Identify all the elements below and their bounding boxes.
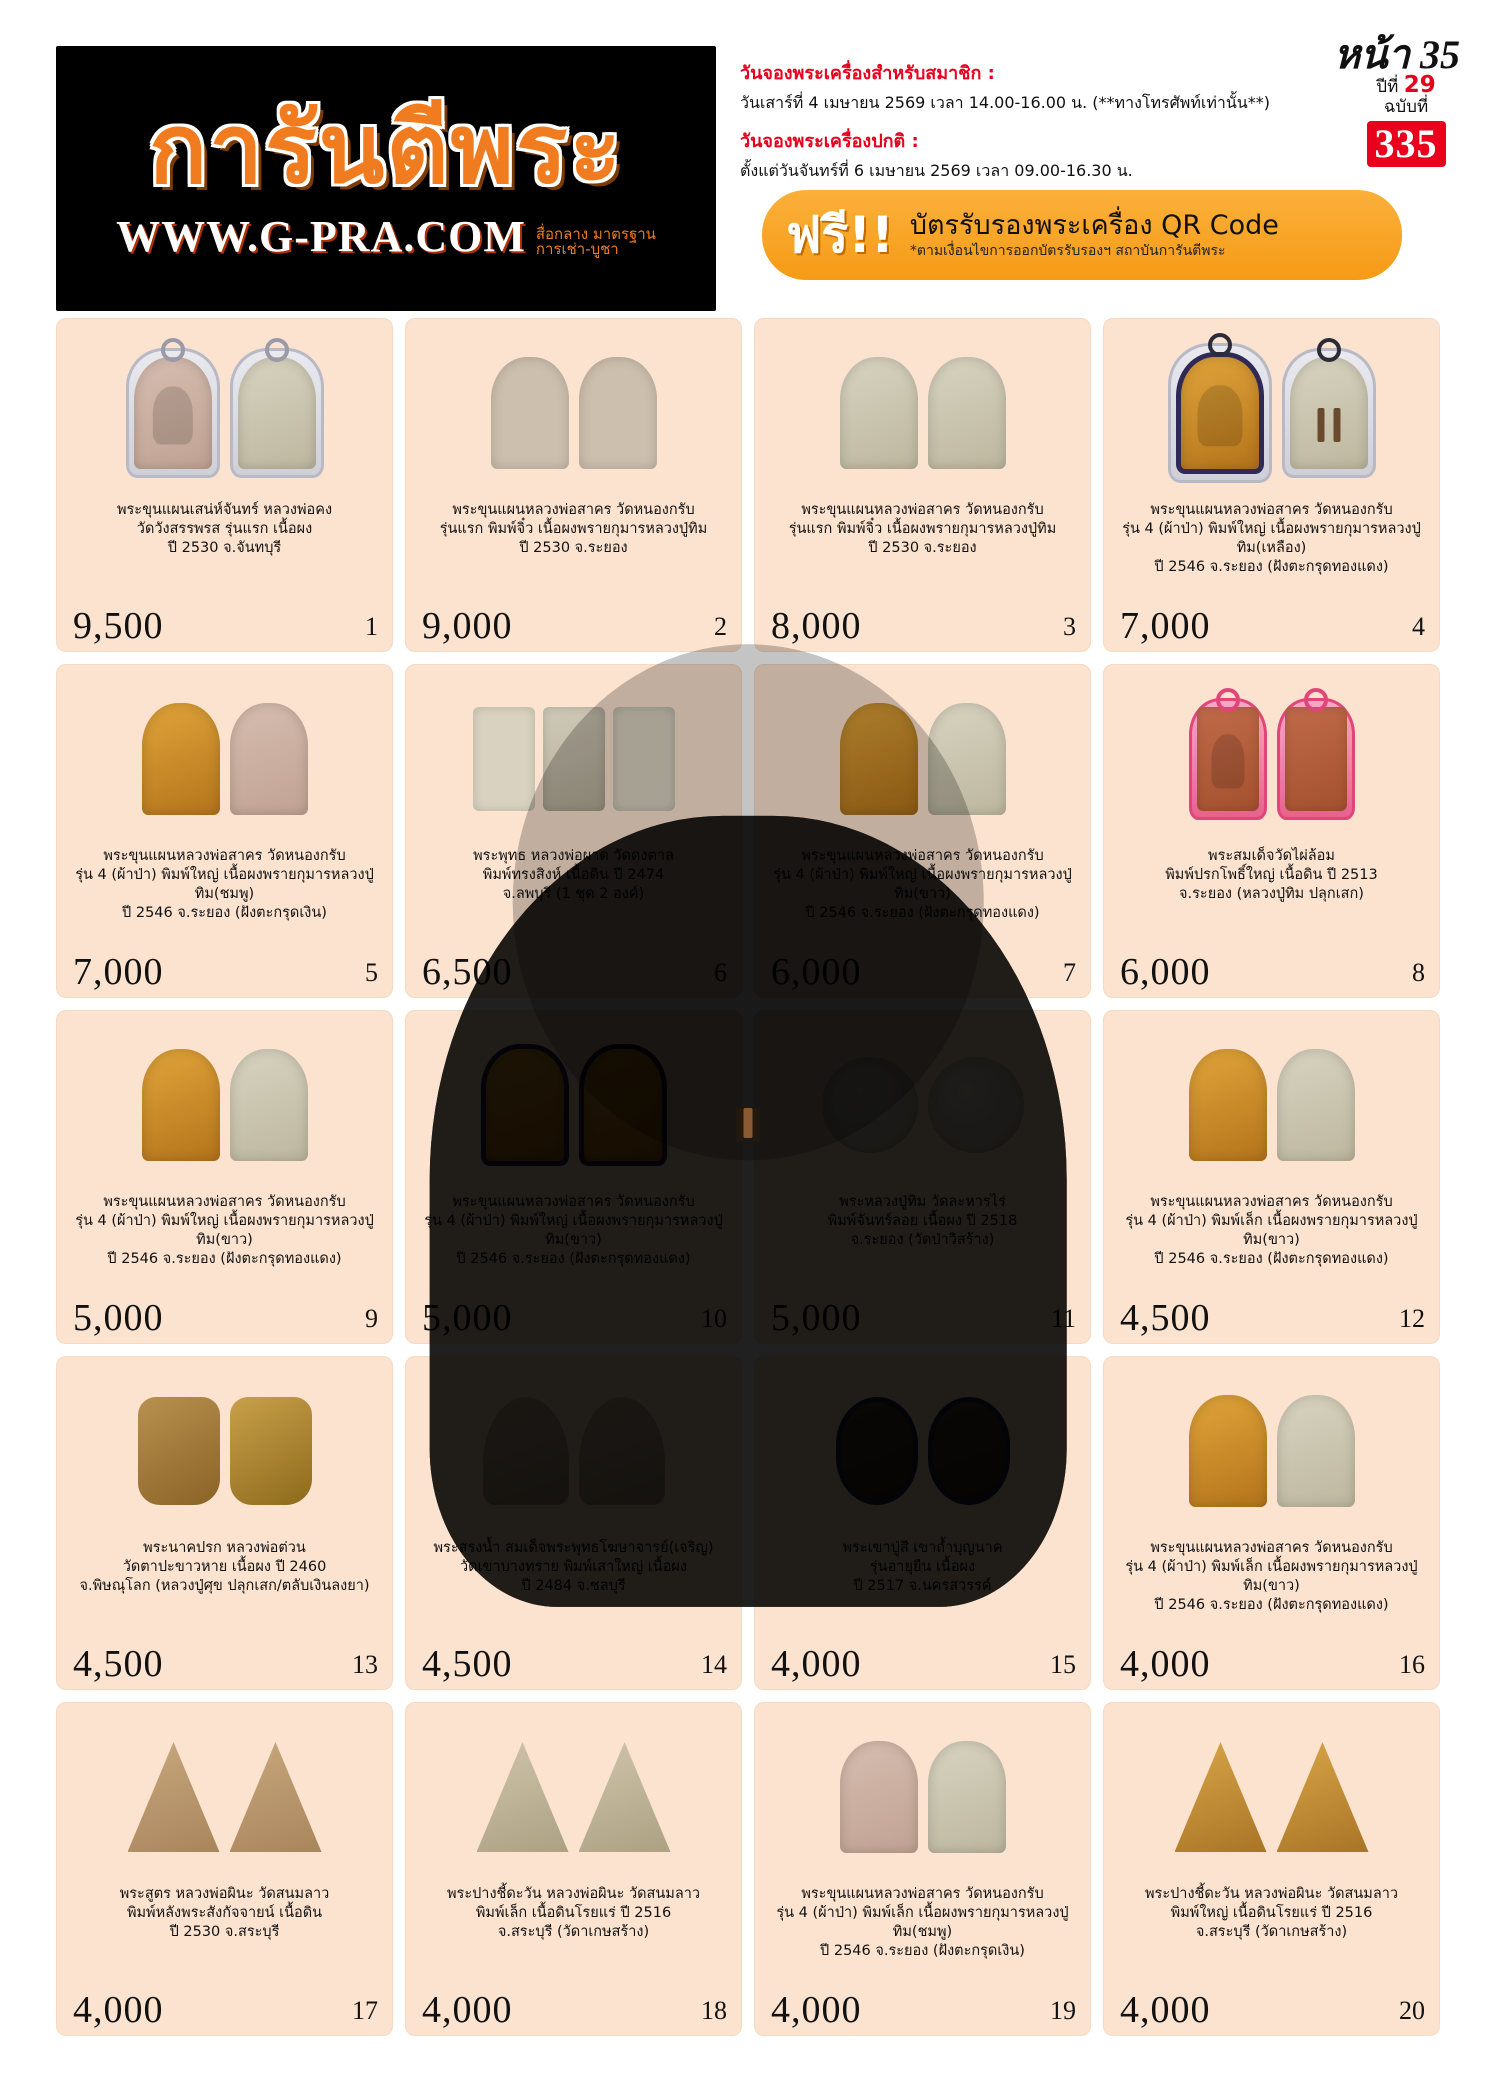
amulet-card[interactable] (1103, 1356, 1440, 1690)
amulet-photo (1112, 1711, 1431, 1883)
amulet-shape (491, 357, 569, 469)
desc-line-2: วัดตาปะขาวหาย เนื้อผง ปี 2460 (122, 1559, 327, 1576)
amulet-shape (579, 357, 657, 469)
desc-line-2: รุ่นแรก พิมพ์จิ๋ว เนื้อผงพรายกุมารหลวงปู่ทิม (788, 521, 1057, 538)
amulet-index: 6 (714, 958, 727, 987)
normal-booking-title: วันจองพระเครื่องปกติ : (740, 131, 919, 152)
amulet-description (65, 1537, 384, 1645)
issue-label: ฉบับที่ (1383, 97, 1429, 118)
desc-line-1: พระขุนแผนหลวงพ่อสาคร วัดหนองกรับ (801, 502, 1044, 518)
desc-line-1: พระขุนแผนหลวงพ่อสาคร วัดหนองกรับ (452, 502, 695, 518)
desc-line-1: พระขุนแผนหลวงพ่อสาคร วัดหนองกรับ (1150, 1540, 1393, 1556)
amulet-index: 1 (365, 612, 378, 641)
issue-number: 335 (1367, 121, 1446, 167)
amulet-card[interactable] (405, 318, 742, 652)
amulet-description (414, 1883, 733, 1991)
amulet-shape (1197, 707, 1259, 811)
desc-line-3: ปี 2546 จ.ระยอง (ฝังตะกรุดเงิน) (122, 905, 327, 922)
desc-line-2: พิมพ์ปรกโพธิ์ใหญ่ เนื้อดิน ปี 2513 (1165, 867, 1378, 884)
amulet-index: 19 (1050, 1996, 1076, 2025)
amulet-shape (1277, 1049, 1355, 1161)
desc-line-3: ปี 2484 จ.ชลบุรี (521, 1578, 626, 1595)
cased-amulet-back (1277, 698, 1355, 820)
amulet-index: 18 (701, 1996, 727, 2025)
desc-line-2: รุ่นแรก พิมพ์จิ๋ว เนื้อผงพรายกุมารหลวงปู่ทิม (439, 521, 708, 538)
desc-line-3: ปี 2546 จ.ระยอง (ฝังตะกรุดทองแดง) (1154, 1251, 1389, 1268)
brand-name-thai: การันตีพระ (149, 93, 623, 205)
desc-line-1: พระปางชี้ดะวัน หลวงพ่อผินะ วัดสนมลาว (446, 1886, 701, 1902)
amulet-index: 11 (1050, 1304, 1076, 1333)
page-number: หน้า 35 (1333, 32, 1460, 77)
desc-line-1: พระเขาปู่สี เขาถ้ำบุญนาค (842, 1540, 1003, 1556)
desc-line-2: รุ่น 4 (ผ้าป่า) พิมพ์เล็ก เนื้อผงพรายกุมารหลวงปู่ทิม(ชมพู) (776, 1905, 1069, 1941)
desc-line-3: จ.สระบุรี (วัดาเกษสร้าง) (497, 1924, 650, 1941)
desc-line-3: ปี 2546 จ.ระยอง (ฝังตะกรุดทองแดง) (107, 1251, 342, 1268)
amulet-photo (414, 327, 733, 499)
amulet-shape (840, 357, 918, 469)
cased-amulet-front (1168, 343, 1272, 483)
desc-line-3: ปี 2530 จ.สระบุรี (169, 1924, 280, 1941)
amulet-price: 4,500 (422, 1643, 513, 1685)
amulet-description (1112, 1191, 1431, 1299)
amulet-card[interactable] (56, 318, 393, 652)
volume-issue-block (1350, 72, 1462, 167)
desc-line-1: พระขุนแผนหลวงพ่อสาคร วัดหนองกรับ (452, 1194, 695, 1210)
desc-line-1: พระขุนแผนหลวงพ่อสาคร วัดหนองกรับ (103, 1194, 346, 1210)
page-header (0, 0, 1496, 290)
desc-line-3: ปี 2530 จ.ระยอง (519, 540, 628, 557)
amulet-price: 5,000 (73, 1297, 164, 1339)
amulet-index: 16 (1399, 1650, 1425, 1679)
amulet-description (1112, 499, 1431, 607)
amulet-shape (138, 1397, 220, 1505)
volume-line (1350, 72, 1462, 98)
amulet-price: 5,000 (771, 1297, 862, 1339)
amulet-shape (238, 357, 316, 469)
amulet-card[interactable] (754, 318, 1091, 652)
amulet-card[interactable] (56, 1010, 393, 1344)
amulet-photo (1112, 1019, 1431, 1191)
amulet-index: 15 (1050, 1650, 1076, 1679)
cased-amulet-back (230, 348, 324, 478)
amulet-shape (230, 1742, 322, 1852)
desc-line-2: วัดเขาบางทราย พิมพ์เสาใหญ่ เนื้อผง (460, 1559, 687, 1576)
amulet-card[interactable] (405, 1702, 742, 2036)
amulet-shape (142, 703, 220, 815)
desc-line-3: ปี 2546 จ.ระยอง (ฝังตะกรุดทองแดง) (1154, 1597, 1389, 1614)
amulet-shape (128, 1742, 220, 1852)
amulet-shape (230, 1397, 312, 1505)
issue-line (1350, 98, 1462, 118)
amulet-index: 10 (701, 1304, 727, 1333)
desc-line-3: ปี 2530 จ.จันทบุรี (167, 540, 282, 557)
brand-logo (56, 46, 716, 311)
amulet-index: 14 (701, 1650, 727, 1679)
amulet-description (1112, 1883, 1431, 1991)
cased-amulet-front (126, 348, 220, 478)
desc-line-2: รุ่น 4 (ผ้าป่า) พิมพ์เล็ก เนื้อผงพรายกุมารหลวงปู่ทิม(ขาว) (1125, 1559, 1418, 1595)
amulet-card[interactable] (1103, 664, 1440, 998)
amulet-description (763, 1883, 1082, 1991)
desc-line-2: วัดวังสรรพรส รุ่นแรก เนื้อผง (136, 521, 313, 538)
amulet-photo (1112, 1365, 1431, 1537)
desc-line-2: พิมพ์หลังพระสังกัจจายน์ เนื้อดิน (126, 1905, 323, 1922)
amulet-shape (1189, 1395, 1267, 1507)
desc-line-2: พิมพ์เล็ก เนื้อดินโรยแร่ ปี 2516 (475, 1905, 672, 1922)
desc-line-1: พระพุทธ หลวงพ่อผาด วัดดงตาล (473, 848, 674, 864)
amulet-price: 4,000 (422, 1989, 513, 2031)
amulet-card[interactable] (754, 1702, 1091, 2036)
amulet-description (763, 499, 1082, 607)
amulet-shape (230, 1049, 308, 1161)
amulet-shape (1277, 1395, 1355, 1507)
desc-line-3: ปี 2546 จ.ระยอง (ฝังตะกรุดทองแดง) (1154, 559, 1389, 576)
amulet-shape (1285, 707, 1347, 811)
desc-line-2: รุ่น 4 (ผ้าป่า) พิมพ์ใหญ่ เนื้อผงพรายกุมารหลวงปู่ทิม(ชมพู) (75, 867, 374, 903)
amulet-index: 9 (365, 1304, 378, 1333)
desc-line-1: พระสูตร หลวงพ่อผินะ วัดสนมลาว (119, 1886, 330, 1902)
desc-line-1: พระสมเด็จวัดไผ่ล้อม (1208, 848, 1335, 864)
desc-line-3: ปี 2546 จ.ระยอง (ฝังตะกรุดทองแดง) (456, 1251, 691, 1268)
amulet-photo (1112, 673, 1431, 845)
cased-amulet-front (1189, 698, 1267, 820)
desc-line-1: พระขุนแผนหลวงพ่อสาคร วัดหนองกรับ (103, 848, 346, 864)
amulet-shape (840, 1741, 918, 1853)
amulet-photo (65, 1365, 384, 1537)
amulet-price: 4,500 (73, 1643, 164, 1685)
amulet-price: 8,000 (771, 605, 862, 647)
amulet-card[interactable] (1103, 318, 1440, 652)
desc-line-2: พิมพ์ใหญ่ เนื้อดินโรยแร่ ปี 2516 (1170, 1905, 1373, 1922)
member-booking-text: วันเสาร์ที่ 4 เมษายน 2569 เวลา 14.00-16.00 น. (**ทางโทรศัพท์เท่านั้น**) (740, 93, 1270, 112)
desc-line-1: พระขุนแผนหลวงพ่อสาคร วัดหนองกรับ (1150, 1194, 1393, 1210)
amulet-grid (56, 318, 1440, 2036)
amulet-price: 6,500 (422, 951, 513, 993)
free-qr-banner (762, 190, 1402, 280)
amulet-index: 17 (352, 1996, 378, 2025)
desc-line-2: รุ่น 4 (ผ้าป่า) พิมพ์ใหญ่ เนื้อผงพรายกุมารหลวงปู่ทิม(เหลือง) (1122, 521, 1421, 557)
booking-notices (740, 58, 1380, 194)
desc-line-3: จ.พิษณุโลก (หลวงปู่ศุข ปลุกเสก/ตลับเงินลงยา) (79, 1578, 370, 1595)
amulet-photo (65, 327, 384, 499)
amulet-shape (928, 357, 1006, 469)
member-booking-title: วันจองพระเครื่องสำหรับสมาชิก : (740, 63, 995, 84)
amulet-index: 20 (1399, 1996, 1425, 2025)
amulet-photo (763, 1711, 1082, 1883)
amulet-photo (65, 1711, 384, 1883)
desc-line-2: รุ่นอายุยืน เนื้อผง (869, 1559, 976, 1576)
desc-line-1: พระปางชี้ดะวัน หลวงพ่อผินะ วัดสนมลาว (1144, 1886, 1399, 1902)
amulet-price: 6,000 (1120, 951, 1211, 993)
amulet-price: 7,000 (73, 951, 164, 993)
free-banner-title: บัตรรับรองพระเครื่อง QR Code (909, 210, 1279, 242)
amulet-index: 8 (1412, 958, 1425, 987)
amulet-price: 6,000 (771, 951, 862, 993)
amulet-description (65, 499, 384, 607)
desc-line-2: รุ่น 4 (ผ้าป่า) พิมพ์ใหญ่ เนื้อผงพรายกุมารหลวงปู่ทิม(ขาว) (773, 867, 1072, 903)
amulet-index: 2 (714, 612, 727, 641)
amulet-card[interactable] (1103, 1702, 1440, 2036)
amulet-shape (1176, 352, 1264, 474)
desc-line-1: พระขุนแผนหลวงพ่อสาคร วัดหนองกรับ (801, 1886, 1044, 1902)
amulet-card[interactable] (56, 664, 393, 998)
amulet-shape (477, 1742, 569, 1852)
desc-line-2: พิมพ์ทรงสิงห์ เนื้อดิน ปี 2474 (482, 867, 665, 884)
amulet-card[interactable] (56, 1356, 393, 1690)
amulet-photo (65, 1019, 384, 1191)
amulet-index: 3 (1063, 612, 1076, 641)
brand-tagline-1: สื่อกลาง มาตรฐาน (535, 224, 656, 243)
amulet-description (1112, 1537, 1431, 1645)
desc-line-3: ปี 2546 จ.ระยอง (ฝังตะกรุดเงิน) (820, 1943, 1025, 1960)
amulet-shape (928, 1741, 1006, 1853)
amulet-index: 13 (352, 1650, 378, 1679)
amulet-description (414, 499, 733, 607)
amulet-shape (1290, 357, 1368, 469)
desc-line-3: ปี 2517 จ.นครสวรรค์ (853, 1578, 992, 1595)
amulet-description (65, 845, 384, 953)
amulet-shape (1277, 1742, 1369, 1852)
amulet-index: 5 (365, 958, 378, 987)
amulet-shape (142, 1049, 220, 1161)
brand-website: WWW.G-PRA.COM (116, 212, 526, 261)
amulet-price: 4,000 (73, 1989, 164, 2031)
amulet-shape (1189, 1049, 1267, 1161)
desc-line-1: พระขุนแผนหลวงพ่อสาคร วัดหนองกรับ (801, 848, 1044, 864)
amulet-shape (579, 1742, 671, 1852)
amulet-index: 7 (1063, 958, 1076, 987)
amulet-index: 4 (1412, 612, 1425, 641)
desc-line-2: รุ่น 4 (ผ้าป่า) พิมพ์เล็ก เนื้อผงพรายกุมารหลวงปู่ทิม(ขาว) (1125, 1213, 1418, 1249)
desc-line-2: รุ่น 4 (ผ้าป่า) พิมพ์ใหญ่ เนื้อผงพรายกุมารหลวงปู่ทิม(ขาว) (424, 1213, 723, 1249)
amulet-photo (65, 673, 384, 845)
amulet-shape (230, 703, 308, 815)
amulet-card[interactable] (1103, 1010, 1440, 1344)
amulet-price: 4,500 (1120, 1297, 1211, 1339)
amulet-photo (763, 327, 1082, 499)
desc-line-1: พระนาคปรก หลวงพ่อต่วน (143, 1540, 306, 1556)
desc-line-3: ปี 2546 จ.ระยอง (ฝังตะกรุดทองแดง) (805, 905, 1040, 922)
amulet-description (65, 1883, 384, 1991)
amulet-price: 5,000 (422, 1297, 513, 1339)
desc-line-3: จ.ลพบุรี (1 ชุด 2 องค์) (502, 886, 645, 903)
desc-line-3: จ.สระบุรี (วัดาเกษสร้าง) (1195, 1924, 1348, 1941)
amulet-photo (414, 1711, 733, 1883)
amulet-index: 12 (1399, 1304, 1425, 1333)
desc-line-1: พระสรงน้ำ สมเด็จพระพุทธโฆษาจารย์(เจริญ) (433, 1540, 714, 1556)
normal-booking-text: ตั้งแต่วันจันทร์ที่ 6 เมษายน 2569 เวลา 09.00-16.30 น. (740, 161, 1133, 180)
desc-line-3: ปี 2530 จ.ระยอง (868, 540, 977, 557)
amulet-photo (1112, 327, 1431, 499)
amulet-price: 4,000 (1120, 1989, 1211, 2031)
desc-line-1: พระหลวงปู่ทิม วัดละหารไร่ (839, 1194, 1006, 1210)
desc-line-2: รุ่น 4 (ผ้าป่า) พิมพ์ใหญ่ เนื้อผงพรายกุมารหลวงปู่ทิม(ขาว) (75, 1213, 374, 1249)
amulet-shape (134, 357, 212, 469)
amulet-price: 4,000 (771, 1643, 862, 1685)
cased-amulet-back (1282, 348, 1376, 478)
amulet-price: 9,000 (422, 605, 513, 647)
amulet-card[interactable] (56, 1702, 393, 2036)
volume-label: ปีที่ (1376, 77, 1399, 97)
amulet-shape (1175, 1742, 1267, 1852)
desc-line-3: จ.ระยอง (หลวงปู่ทิม ปลุกเสก) (1179, 886, 1364, 903)
free-word: ฟรี!! (786, 206, 894, 264)
amulet-price: 4,000 (771, 1989, 862, 2031)
desc-line-1: พระขุนแผนเสน่ห์จันทร์ หลวงพ่อคง (116, 502, 333, 518)
amulet-price: 4,000 (1120, 1643, 1211, 1685)
amulet-shape (473, 707, 535, 811)
amulet-description (65, 1191, 384, 1299)
amulet-description (1112, 845, 1431, 953)
brand-tagline-2: การเช่า-บูชา (535, 240, 619, 259)
amulet-price: 7,000 (1120, 605, 1211, 647)
desc-line-2: พิมพ์จันทร์ลอย เนื้อผง ปี 2518 (827, 1213, 1018, 1230)
volume-value: 29 (1403, 72, 1436, 98)
amulet-price: 9,500 (73, 605, 164, 647)
desc-line-1: พระขุนแผนหลวงพ่อสาคร วัดหนองกรับ (1150, 502, 1393, 518)
free-banner-note: *ตามเงื่อนไขการออกบัตรรับรองฯ สถาบันการันตีพระ (909, 242, 1226, 259)
desc-line-3: จ.ระยอง (วัดป่าวิสร้าง) (850, 1232, 995, 1249)
